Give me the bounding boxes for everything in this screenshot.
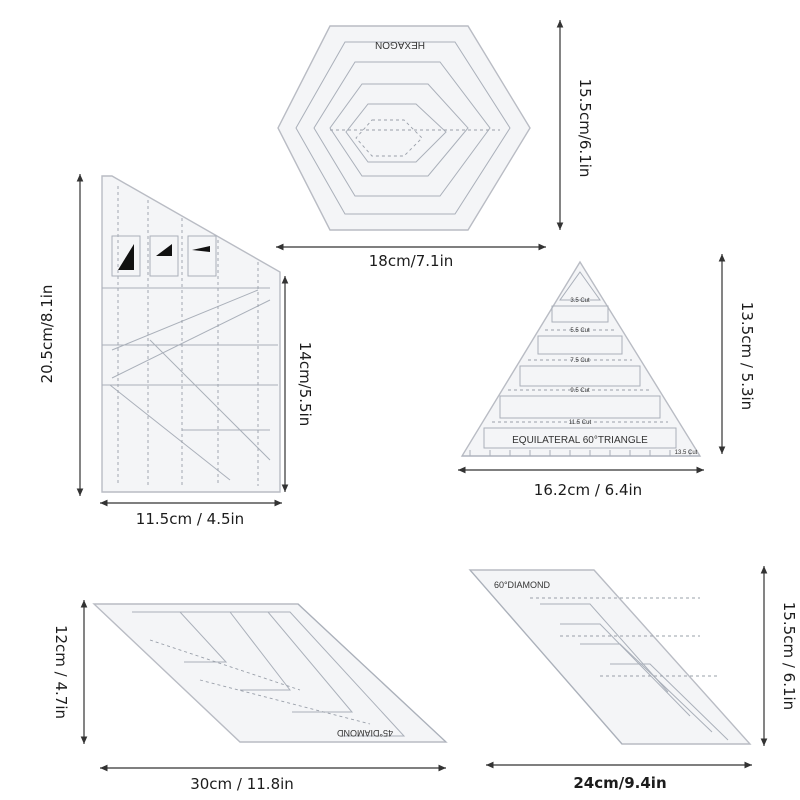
diamond-45-ruler [94, 604, 446, 742]
triangle-height-label: 13.5cm / 5.3in [738, 301, 756, 411]
flying-geese-height-label: 20.5cm/8.1in [38, 284, 56, 384]
triangle-width-dimension [458, 470, 704, 499]
hexagon-width-dimension [276, 247, 546, 270]
hexagon-ruler [278, 26, 530, 230]
triangle-cut-label: 3.5 Cut [570, 298, 590, 304]
flying-geese-width-label: 11.5cm / 4.5in [135, 510, 245, 528]
flying-geese-height-dimension [38, 174, 80, 496]
flying-geese-side-label: 14cm/5.5in [296, 341, 314, 427]
flying-geese-side-dimension [285, 276, 314, 492]
hexagon-height-dimension [560, 20, 594, 230]
diamond-45-height-label: 12cm / 4.7in [52, 624, 70, 720]
triangle-cut-label: 7.5 Cut [570, 358, 590, 364]
diamond-60-ruler [470, 570, 750, 744]
triangle-cut-label: 5.5 Cut [570, 328, 590, 334]
diamond-60-title: 60°DIAMOND [493, 580, 551, 590]
diamond-45-width-dimension [100, 768, 446, 793]
triangle-title: EQUILATERAL 60°TRIANGLE [512, 435, 648, 446]
diamond-60-height-dimension [764, 566, 798, 746]
triangle-width-label: 16.2cm / 6.4in [533, 481, 643, 499]
hexagon-width-label: 18cm/7.1in [368, 252, 454, 270]
hexagon-title: HEXAGON [374, 39, 426, 50]
flying-geese-width-dimension [100, 503, 282, 528]
flying-geese-ruler [102, 176, 280, 492]
triangle-cut-label: 9.5 Cut [570, 388, 590, 394]
hexagon-height-label: 15.5cm/6.1in [576, 78, 594, 178]
triangle-cut-label: 13.5 Cut [674, 450, 698, 456]
triangle-height-dimension [722, 254, 756, 454]
triangle-ruler [462, 262, 700, 456]
diamond-45-title: 45°DIAMOND [336, 728, 394, 738]
diamond-45-height-dimension [52, 600, 84, 744]
diamond-60-width-dimension [486, 765, 752, 792]
diamond-45-width-label: 30cm / 11.8in [190, 775, 294, 793]
diamond-60-height-label: 15.5cm / 6.1in [780, 601, 798, 711]
diamond-60-width-label: 24cm/9.4in [573, 774, 667, 792]
triangle-cut-label: 11.5 Cut [568, 420, 592, 426]
